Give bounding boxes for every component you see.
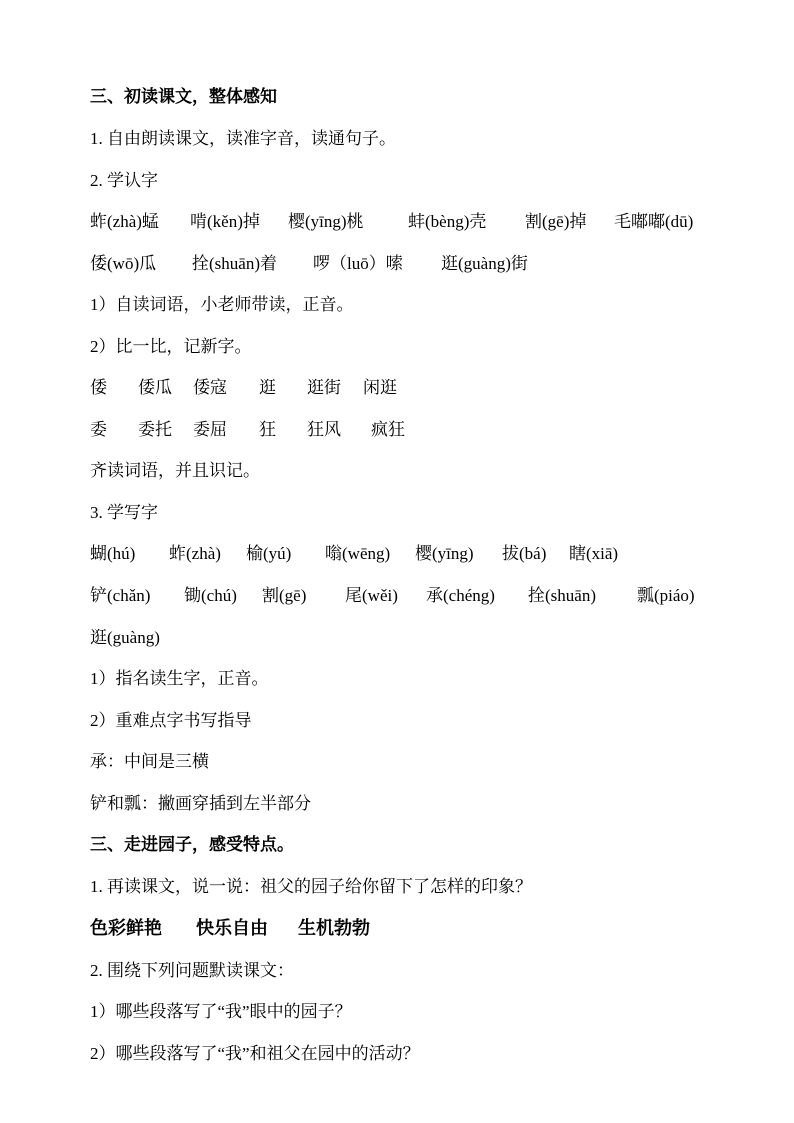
writing-character: 尾(wěi)	[345, 586, 398, 605]
writing-tip: 铲和瓢：撇画穿插到左半部分	[90, 794, 311, 813]
question-silent-reading: 2. 围绕下列问题默读课文：	[90, 961, 294, 980]
vocab-row-1	[0, 211, 794, 233]
writing-character: 嗡(wēng)	[325, 544, 391, 563]
vocab-word: 毛嘟嘟(dū)	[614, 212, 694, 231]
compare-word: 狂风	[307, 420, 341, 439]
sub-question: 1）哪些段落写了“我”眼中的园子？	[90, 1002, 352, 1021]
compare-row-1	[0, 377, 794, 399]
writing-character: 瓢(piáo)	[637, 586, 695, 605]
writing-character: 锄(chú)	[184, 586, 237, 605]
vocab-word: 逛(guàng)街	[441, 254, 528, 273]
writing-character: 逛(guàng)	[90, 628, 160, 647]
writing-row-2	[0, 585, 794, 607]
vocab-word: 樱(yīng)桃	[288, 212, 364, 231]
vocab-word: 蚱(zhà)蜢	[90, 212, 159, 231]
compare-word: 倭寇	[193, 378, 227, 397]
writing-character: 承(chéng)	[426, 586, 495, 605]
writing-character: 蚱(zhà)	[169, 544, 221, 563]
writing-character: 瞎(xiā)	[569, 544, 619, 563]
compare-word: 委屈	[193, 420, 227, 439]
vocab-word: 割(gē)掉	[525, 212, 587, 231]
compare-row-2	[0, 419, 794, 441]
sub-question: 2）哪些段落写了“我”和祖父在园中的活动？	[90, 1044, 420, 1063]
keyword: 生机勃勃	[298, 918, 370, 938]
writing-character: 铲(chǎn)	[90, 586, 151, 605]
step-writing-guidance: 2）重难点字书写指导	[90, 711, 252, 730]
writing-character: 榆(yú)	[246, 544, 292, 563]
writing-character: 拔(bá)	[502, 544, 547, 563]
compare-word: 闲逛	[363, 378, 397, 397]
writing-character: 樱(yīng)	[415, 544, 474, 563]
section-title-garden: 三、走进园子，感受特点。	[90, 835, 294, 854]
read-together-note: 齐读词语，并且识记。	[90, 461, 260, 480]
compare-word: 倭瓜	[138, 378, 172, 397]
vocab-word: 拴(shuān)着	[192, 254, 277, 273]
keyword: 色彩鲜艳	[90, 918, 162, 938]
vocab-word: 啃(kěn)掉	[190, 212, 260, 231]
writing-row-1	[0, 543, 794, 565]
keyword: 快乐自由	[196, 918, 268, 938]
impression-keywords	[0, 917, 794, 941]
compare-word: 委托	[138, 420, 172, 439]
instruction-learn-writing: 3. 学写字	[90, 503, 158, 522]
compare-word: 疯狂	[371, 420, 405, 439]
instruction-read-aloud: 1. 自由朗读课文，读准字音，读通句子。	[90, 129, 396, 148]
step-self-read: 1）自读词语，小老师带读，正音。	[90, 295, 354, 314]
compare-word: 狂	[259, 420, 276, 439]
compare-word: 逛	[259, 378, 276, 397]
vocab-word: 蚌(bèng)壳	[408, 212, 487, 231]
vocab-word: 倭(wō)瓜	[90, 254, 157, 273]
compare-word: 倭	[90, 378, 107, 397]
section-title-first-reading: 三、初读课文，整体感知	[90, 87, 277, 106]
writing-character: 割(gē)	[262, 586, 307, 605]
compare-word: 逛街	[307, 378, 341, 397]
question-impression: 1. 再读课文，说一说：祖父的园子给你留下了怎样的印象？	[90, 877, 532, 896]
step-name-read: 1）指名读生字，正音。	[90, 669, 269, 688]
writing-tip: 承：中间是三横	[90, 752, 209, 771]
step-compare: 2）比一比，记新字。	[90, 337, 252, 356]
compare-word: 委	[90, 420, 107, 439]
vocab-word: 啰（luō）嗦	[313, 254, 403, 273]
vocab-row-2	[0, 253, 794, 275]
instruction-learn-characters: 2. 学认字	[90, 171, 158, 190]
writing-character: 拴(shuān)	[528, 586, 596, 605]
writing-character: 蝴(hú)	[90, 544, 136, 563]
